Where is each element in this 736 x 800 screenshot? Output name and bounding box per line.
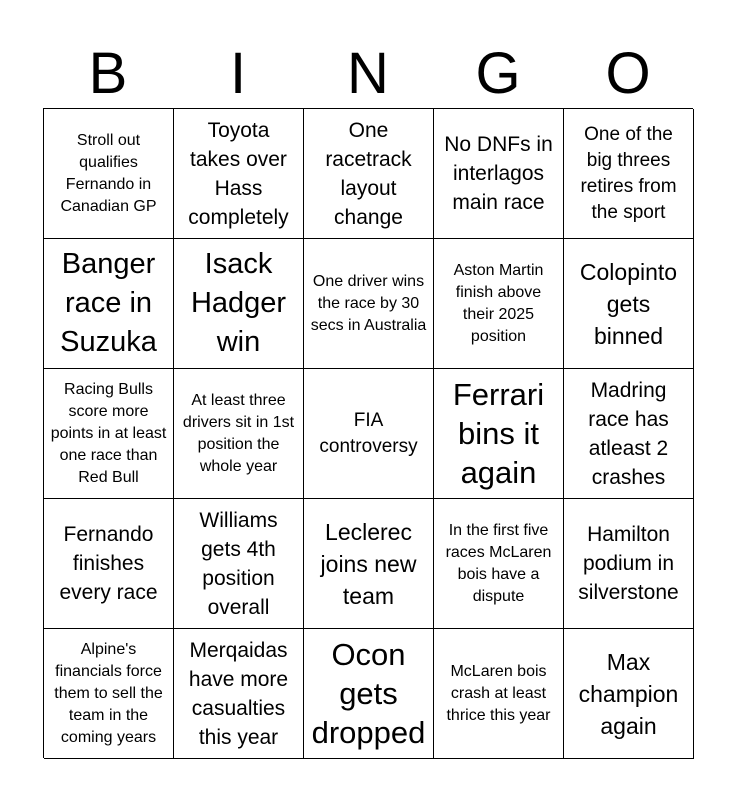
bingo-cell[interactable] [434,239,564,369]
bingo-cell[interactable] [564,499,694,629]
bingo-cell[interactable] [564,109,694,239]
bingo-grid [43,108,693,758]
cell-text: Hamilton podium in silverstone [578,523,679,604]
bingo-cell[interactable] [174,109,304,239]
bingo-cell[interactable] [434,629,564,759]
bingo-cell[interactable] [174,369,304,499]
bingo-cell[interactable] [44,239,174,369]
cell-text: Madring race has atleast 2 crashes [588,378,669,489]
cell-text: At least three drivers sit in 1st position the whole year [182,391,295,475]
header-letter-g: G [475,41,521,106]
bingo-cell[interactable] [44,109,174,239]
header-letter-b: B [88,41,128,106]
bingo-cell[interactable] [304,109,434,239]
cell-text: One racetrack layout change [325,118,412,229]
cell-text: No DNFs in interlagos main race [444,133,553,214]
bingo-cell[interactable] [564,369,694,499]
cell-text: Ferrari bins it again [452,377,545,490]
cell-text: Max champion again [578,648,679,739]
cell-text: Banger race in Suzuka [60,248,157,358]
bingo-cell[interactable] [44,369,174,499]
cell-text: Stroll out qualifies Fernando in Canadian GP [60,131,157,215]
bingo-cell[interactable] [174,499,304,629]
cell-text: FIA controversy [319,409,418,457]
bingo-cell[interactable] [174,239,304,369]
bingo-cell[interactable] [434,369,564,499]
bingo-cell[interactable] [304,369,434,499]
cell-text: Williams gets 4th position overall [199,508,278,619]
cell-text: Colopinto gets binned [579,258,678,349]
bingo-cell[interactable] [434,499,564,629]
cell-text: McLaren bois crash at least thrice this year [446,662,551,724]
bingo-cell[interactable] [434,109,564,239]
cell-text: Ocon gets dropped [311,637,426,750]
bingo-header [43,40,693,108]
bingo-cell[interactable] [44,629,174,759]
header-letter-n: N [347,41,389,106]
cell-text: Leclerec joins new team [320,518,417,609]
bingo-cell[interactable] [564,629,694,759]
bingo-cell[interactable] [304,629,434,759]
cell-text: Fernando finishes every race [59,523,158,604]
bingo-cell[interactable] [44,499,174,629]
cell-text: In the first five races McLaren bois have a dispute [445,521,552,605]
cell-text: Merqaidas have more casualties this year [188,638,289,749]
cell-text: One driver wins the race by 30 secs in Australia [310,272,427,334]
header-letter-o: O [605,41,651,106]
cell-text: Racing Bulls score more points in at least one race than Red Bull [50,380,167,486]
cell-text: Alpine's financials force them to sell the team in the coming years [54,640,163,746]
bingo-cell[interactable] [564,239,694,369]
cell-text: Aston Martin finish above their 2025 position [453,261,544,345]
cell-text: Toyota takes over Hass completely [188,118,289,229]
bingo-cell[interactable] [304,499,434,629]
cell-text: One of the big threes retires from the sport [580,123,677,223]
header-letter-i: I [229,41,247,106]
bingo-cell[interactable] [304,239,434,369]
bingo-cell[interactable] [174,629,304,759]
cell-text: Isack Hadger win [190,248,287,358]
